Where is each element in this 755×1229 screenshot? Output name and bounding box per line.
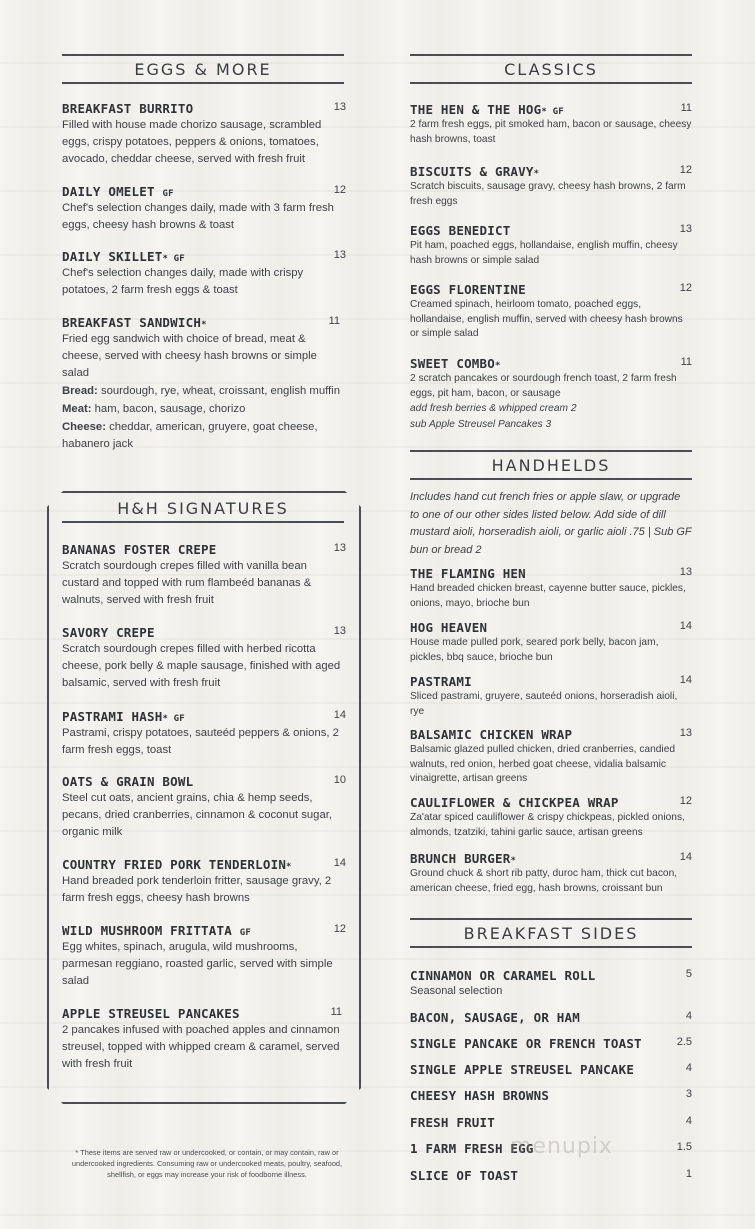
menu-item-balsamic-chicken-wrap [410, 727, 692, 787]
side-name: BACON, SAUSAGE, OR HAM [410, 1010, 580, 1025]
menu-item-daily-skillet [62, 249, 346, 299]
menu-item-brunch-burger [410, 851, 692, 896]
item-name: DAILY SKILLET [62, 249, 163, 264]
item-tag: * [494, 361, 501, 371]
item-price: 12 [333, 184, 346, 196]
item-price: 14 [679, 851, 692, 863]
item-price: 13 [333, 249, 346, 261]
raw-food-disclaimer: * These items are served raw or undercooked, or contain, or may contain, raw or undercooked ingredients. Consuming raw or undercooked meats, poultry, seafood, shellfish, or eggs may increase your risk of foodborne illness. [71, 1148, 343, 1179]
side-price: 4 [685, 1010, 692, 1022]
item-price: 14 [679, 674, 692, 686]
item-desc: Scratch sourdough crepes filled with herbed ricotta cheese, pork belly & maple sausage, finished with aged balsamic, served with fresh fruit [62, 643, 341, 689]
item-price: 12 [679, 795, 692, 807]
item-price: 13 [679, 727, 692, 739]
item-desc: Ground chuck & short rib patty, duroc ham, thick cut bacon, american cheese, fried egg, hash browns, croissant bun [410, 868, 678, 894]
item-desc: Chef's selection changes daily, made with 3 farm fresh eggs, cheesy hash browns & toast [62, 202, 334, 231]
side-name: SLICE OF TOAST [410, 1168, 519, 1183]
eggs-more-header [62, 54, 344, 84]
menu-item-country-fried-pork [62, 857, 346, 907]
item-name: BRUNCH BURGER [410, 851, 511, 866]
menu-item-hen-and-hog [410, 102, 692, 147]
sandwich-cheese-option: Cheese: cheddar, american, gruyere, goat cheese, habanero jack [62, 421, 318, 450]
item-desc: Scratch biscuits, sausage gravy, cheesy hash browns, 2 farm fresh eggs [410, 181, 686, 207]
menu-item-wild-mushroom-frittata [62, 923, 346, 990]
sandwich-bread-option: Bread: sourdough, rye, wheat, croissant, english muffin [62, 385, 340, 397]
item-name: COUNTRY FRIED PORK TENDERLOIN [62, 857, 287, 872]
item-desc: Creamed spinach, heirloom tomato, poached eggs, hollandaise, english muffin, served with cheesy hash browns or simple salad [410, 299, 683, 339]
handhelds-header [410, 450, 692, 480]
item-desc: 2 scratch pancakes or sourdough french toast, 2 farm fresh eggs, pit ham, bacon, or sausage [410, 373, 677, 399]
side-fresh-fruit [410, 1115, 692, 1130]
item-desc: Fried egg sandwich with choice of bread, meat & cheese, served with cheesy hash browns or simple salad [62, 333, 317, 379]
side-price: 5 [685, 968, 692, 980]
handhelds-title: HANDHELDS [491, 456, 611, 475]
item-desc: Sliced pastrami, gruyere, sauteéd onions, horseradish aioli, rye [410, 691, 678, 717]
side-bacon-sausage-ham [410, 1010, 692, 1025]
side-price: 1.5 [676, 1141, 692, 1153]
item-price: 10 [333, 774, 346, 786]
menu-item-bananas-foster-crepe [62, 542, 346, 609]
item-tag: * [286, 862, 292, 872]
item-name: PASTRAMI [410, 674, 472, 689]
item-desc: Pit ham, poached eggs, hollandaise, english muffin, cheesy hash browns or simple salad [410, 240, 678, 266]
sweet-combo-addon-berries: add fresh berries & whipped cream 2 [410, 403, 577, 414]
menu-item-flaming-hen [410, 566, 692, 611]
eggs-more-title: EGGS & MORE [134, 60, 272, 79]
item-price: 12 [333, 923, 346, 935]
item-tag: * [201, 320, 207, 330]
item-name: BREAKFAST BURRITO [62, 101, 194, 116]
item-desc: Balsamic glazed pulled chicken, dried cranberries, candied walnuts, red onion, herbed goat cheese, vidalia balsamic vinaigrette, artisan greens [410, 744, 676, 784]
item-price: 12 [679, 282, 692, 294]
item-price: 12 [679, 164, 692, 176]
menu-item-breakfast-sandwich [62, 315, 346, 453]
item-desc: Chef's selection changes daily, made with crispy potatoes, 2 farm fresh eggs & toast [62, 267, 304, 296]
signatures-title: H&H SIGNATURES [117, 499, 289, 518]
side-price: 2.5 [676, 1036, 692, 1048]
item-name: EGGS BENEDICT [410, 223, 511, 238]
item-desc: House made pulled pork, seared pork belly, bacon jam, pickles, bbq sauce, brioche bun [410, 637, 659, 663]
item-price: 14 [333, 709, 346, 721]
menu-item-savory-crepe [62, 625, 346, 692]
menu-item-pastrami [410, 674, 692, 719]
item-name: WILD MUSHROOM FRITTATA [62, 923, 232, 938]
side-name: FRESH FRUIT [410, 1115, 495, 1130]
item-tag: * [510, 856, 517, 866]
menu-item-biscuits-gravy [410, 164, 692, 209]
item-name: THE HEN & THE HOG [410, 102, 542, 117]
item-name: EGGS FLORENTINE [410, 282, 526, 297]
item-desc: Za'atar spiced cauliflower & crispy chickpeas, pickled onions, almonds, tzatziki, tahini garlic sauce, artisan greens [410, 812, 685, 838]
menu-item-oats-grain-bowl [62, 774, 346, 841]
side-cinnamon-roll [410, 968, 692, 998]
classics-title: CLASSICS [504, 60, 598, 79]
side-price: 4 [685, 1062, 692, 1074]
side-name: CHEESY HASH BROWNS [410, 1088, 550, 1103]
item-price: 14 [333, 857, 346, 869]
item-name: HOG HEAVEN [410, 620, 488, 635]
side-cheesy-hash-browns [410, 1088, 692, 1103]
item-tag: * GF [541, 107, 564, 117]
item-price: 11 [680, 102, 692, 114]
side-price: 4 [685, 1115, 692, 1127]
item-price: 13 [333, 542, 346, 554]
item-tag: GF [239, 928, 251, 938]
item-desc: Egg whites, spinach, arugula, wild mushrooms, parmesan reggiano, roasted garlic, served with simple salad [62, 941, 333, 987]
item-price: 11 [330, 1006, 342, 1018]
menu-item-pastrami-hash [62, 709, 346, 759]
item-name: APPLE STREUSEL PANCAKES [62, 1006, 240, 1021]
sides-header [410, 918, 692, 948]
item-tag: * GF [162, 714, 185, 724]
side-name: CINNAMON OR CARAMEL ROLL [410, 968, 596, 983]
item-price: 14 [679, 620, 692, 632]
item-name: OATS & GRAIN BOWL [62, 774, 194, 789]
item-name: BISCUITS & GRAVY [410, 164, 534, 179]
item-name: BREAKFAST SANDWICH [62, 315, 202, 330]
menu-item-eggs-benedict [410, 223, 692, 268]
side-name: SINGLE APPLE STREUSEL PANCAKE [410, 1062, 635, 1077]
item-desc: 2 farm fresh eggs, pit smoked ham, bacon or sausage, cheesy hash browns, toast [410, 119, 692, 145]
sweet-combo-addon-apple: sub Apple Streusel Pancakes 3 [410, 418, 552, 430]
signatures-header [62, 495, 344, 523]
side-single-pancake [410, 1036, 692, 1051]
menu-item-daily-omelet [62, 184, 346, 234]
item-desc: Scratch sourdough crepes filled with vanilla bean custard and topped with rum flambeéd bananas & walnuts, served with fresh fruit [62, 560, 312, 606]
item-price: 13 [333, 625, 346, 637]
menu-item-hog-heaven [410, 620, 692, 665]
side-price: 1 [685, 1168, 692, 1180]
item-price: 13 [333, 101, 346, 113]
item-name: CAULIFLOWER & CHICKPEA WRAP [410, 795, 619, 810]
sandwich-meat-option: Meat: ham, bacon, sausage, chorizo [62, 403, 246, 415]
item-desc: Filled with house made chorizo sausage, scrambled eggs, crispy potatoes, peppers & onions, tomatoes, avocado, cheddar cheese, served with fresh fruit [62, 119, 322, 165]
item-name: BALSAMIC CHICKEN WRAP [410, 727, 573, 742]
item-name: THE FLAMING HEN [410, 566, 526, 581]
menu-item-sweet-combo [410, 356, 692, 432]
item-tag: * GF [162, 254, 185, 264]
item-tag: * [533, 169, 540, 179]
item-name: PASTRAMI HASH [62, 709, 163, 724]
item-name: SWEET COMBO [410, 356, 495, 371]
item-price: 11 [328, 315, 340, 327]
handhelds-intro [410, 488, 692, 559]
handhelds-intro-text: Includes hand cut french fries or apple slaw, or upgrade to one of our other sides listed below. Add side of dill mustard aioli, horseradish aioli, or garlic aioli .75 | Sub GF bun or bread 2 [410, 491, 692, 556]
side-apple-streusel-pancake [410, 1062, 692, 1077]
item-tag: GF [162, 189, 174, 199]
side-slice-of-toast [410, 1168, 692, 1183]
menupix-watermark: menupix [510, 1134, 613, 1159]
side-price: 3 [685, 1088, 692, 1100]
item-price: 11 [680, 356, 692, 368]
item-desc: Hand breaded chicken breast, cayenne butter sauce, pickles, onions, mayo, brioche bun [410, 583, 686, 609]
item-name: SAVORY CREPE [62, 625, 155, 640]
sides-title: BREAKFAST SIDES [463, 924, 639, 943]
item-desc: Steel cut oats, ancient grains, chia & hemp seeds, pecans, dried cranberries, cinnamon & coconut sugar, organic milk [62, 792, 333, 838]
menu-item-apple-streusel-pancakes [62, 1006, 346, 1073]
item-desc: Hand breaded pork tenderloin fritter, sausage gravy, 2 farm fresh eggs, cheesy hash browns [62, 875, 332, 904]
menu-item-eggs-florentine [410, 282, 692, 342]
item-desc: Pastrami, crispy potatoes, sauteéd peppers & onions, 2 farm fresh eggs, toast [62, 727, 339, 756]
menu-item-breakfast-burrito [62, 101, 346, 168]
menu-item-cauliflower-chickpea-wrap [410, 795, 692, 840]
item-name: DAILY OMELET [62, 184, 155, 199]
item-name: BANANAS FOSTER CREPE [62, 542, 217, 557]
side-desc: Seasonal selection [410, 985, 503, 997]
item-price: 13 [679, 566, 692, 578]
item-price: 13 [679, 223, 692, 235]
item-desc: 2 pancakes infused with poached apples and cinnamon streusel, topped with whipped cream & caramel, served with fresh fruit [62, 1024, 340, 1070]
classics-header [410, 54, 692, 84]
side-name: SINGLE PANCAKE OR FRENCH TOAST [410, 1036, 642, 1051]
side-name: 1 FARM FRESH EGG [410, 1141, 534, 1156]
